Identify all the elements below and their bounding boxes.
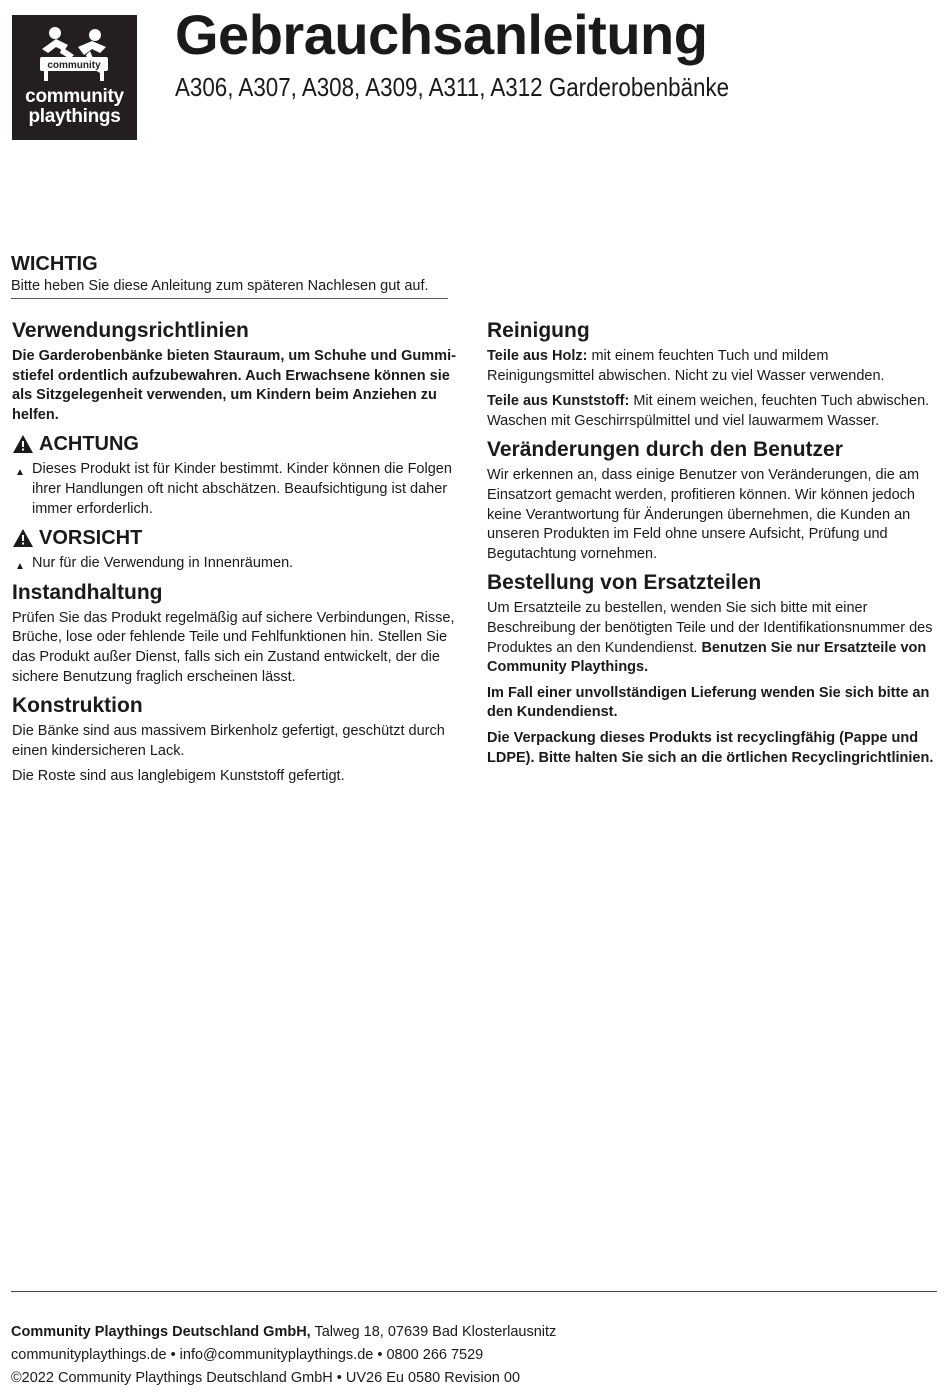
- important-heading: WICHTIG: [11, 253, 98, 275]
- caution-heading: VORSICHT: [39, 527, 143, 550]
- right-column: [487, 318, 939, 774]
- cleaning-heading: Reinigung: [487, 319, 590, 342]
- warning-triangle-icon: [12, 434, 34, 454]
- attention-heading-row: [12, 431, 462, 457]
- logo-line-community: community: [25, 86, 124, 107]
- important-notice: [11, 252, 448, 299]
- left-column: [12, 318, 462, 793]
- footer-copyright: ©2022 Community Playthings Deutschland GmbH • UV26 Eu 0580 Revision 00: [11, 1370, 521, 1386]
- cleaning-plastic-text: Mit einem weichen, feuchten Tuch abwischen. Waschen mit Geschirrspülmittel und viel lauwarmem Wasser.: [487, 393, 930, 429]
- maintenance-heading: Instandhaltung: [12, 580, 163, 604]
- attention-bullet-text: Dieses Produkt ist für Kinder bestimmt. Kinder können die Folgen ihrer Handlungen oft nicht abschätzen. Beaufsichtigung ist daher immer erforderlich.: [32, 461, 452, 517]
- cleaning-plastic-label: Teile aus Kunststoff:: [487, 393, 630, 410]
- warning-triangle-icon: [12, 528, 34, 548]
- attention-heading: ACHTUNG: [39, 433, 139, 456]
- cleaning-plastic: [487, 392, 939, 431]
- spare-parts-heading: Bestellung von Ersatzteilen: [487, 571, 762, 595]
- modifications-heading: Veränderungen durch den Benutzer: [487, 438, 843, 462]
- community-playthings-logo: [12, 15, 137, 140]
- page-title: Gebrauchsanleitung: [175, 3, 708, 66]
- attention-bullet: [12, 460, 462, 519]
- cleaning-wood-label: Teile aus Holz:: [487, 348, 588, 364]
- spare-parts-instructions: Um Ersatzteile zu bestellen, wenden Sie sich bitte mit einer Beschreibung der benötigten Teile und der Identifikationsnummer des Produktes an den Kundendienst.: [487, 600, 933, 656]
- construction-text-1: Die Bänke sind aus massivem Birkenholz gefertigt, geschützt durch einen kindersicheren Lack.: [12, 723, 445, 759]
- construction-heading: Konstruktion: [12, 694, 143, 718]
- bullet-triangle-icon: ▲: [15, 561, 25, 573]
- caution-bullet: [12, 554, 462, 574]
- caution-bullet-text: Nur für die Verwendung in Innenräumen.: [32, 555, 294, 572]
- recycling-text: Die Verpackung dieses Produkts ist recyclingfähig (Pappe und LDPE). Bitte halten Sie sich an die örtlichen Recyclingrichtlinien.: [487, 729, 934, 766]
- logo-line-playthings: playthings: [28, 106, 121, 127]
- footer-contact: communityplaythings.de • info@communityplaythings.de • 0800 266 7529: [11, 1347, 484, 1363]
- cleaning-wood: [487, 347, 939, 386]
- footer-address: Talweg 18, 07639 Bad Klosterlausnitz: [310, 1324, 557, 1340]
- spare-parts-warning: Benutzen Sie nur Ersatzteile von Community Playthings.: [487, 639, 927, 676]
- usage-text: Die Garderobenbänke bieten Stauraum, um Schuhe und Gummistiefel ordentlich aufzubewahren. Auch Erwachsene können sie als Sitzgelegenheit verwenden, um Kindern beim Anziehen zu helfen.: [12, 348, 456, 423]
- footer: [11, 1321, 556, 1390]
- incomplete-delivery-text: Im Fall einer unvollständigen Lieferung wenden Sie sich bitte an den Kundendienst.: [487, 684, 930, 721]
- maintenance-text: Prüfen Sie das Produkt regelmäßig auf sichere Verbindungen, Risse, Brüche, lose oder fehlende Teile und Fehlfunktionen hin. Stellen Sie das Produkt außer Dienst, falls sich ein Zustand entwickelt, der die sichere Benutzung fraglich erscheinen lässt.: [12, 609, 455, 685]
- footer-company: Community Playthings Deutschland GmbH,: [11, 1324, 311, 1340]
- important-text: Bitte heben Sie diese Anleitung zum späteren Nachlesen gut auf.: [11, 276, 448, 299]
- children-playing-icon: [34, 25, 116, 83]
- footer-address-line: [11, 1321, 556, 1344]
- construction-text-2: Die Roste sind aus langlebigem Kunststoff gefertigt.: [12, 768, 345, 785]
- usage-heading: Verwendungsrichtlinien: [12, 319, 249, 342]
- spare-parts-text: [487, 599, 939, 677]
- product-subtitle: A306, A307, A308, A309, A311, A312 Garderobenbänke: [175, 72, 730, 102]
- logo-badge-text: community: [47, 60, 101, 71]
- bullet-triangle-icon: ▲: [15, 467, 25, 479]
- caution-heading-row: [12, 525, 462, 551]
- cleaning-wood-text: mit einem feuchten Tuch und mildem Reinigungsmittel abwischen. Nicht zu viel Wasser verwenden.: [487, 348, 885, 384]
- footer-divider: [11, 1291, 937, 1292]
- modifications-text: Wir erkennen an, dass einige Benutzer von Veränderungen, die am Einsatzort gemacht werden, profitieren können. Wir können jedoch keine Verantwortung für Änderungen übernehmen, die Kunden an unseren Produkten im Feld ohne unsere Aufsicht, Prüfung und Begutachtung vornehmen.: [487, 467, 920, 562]
